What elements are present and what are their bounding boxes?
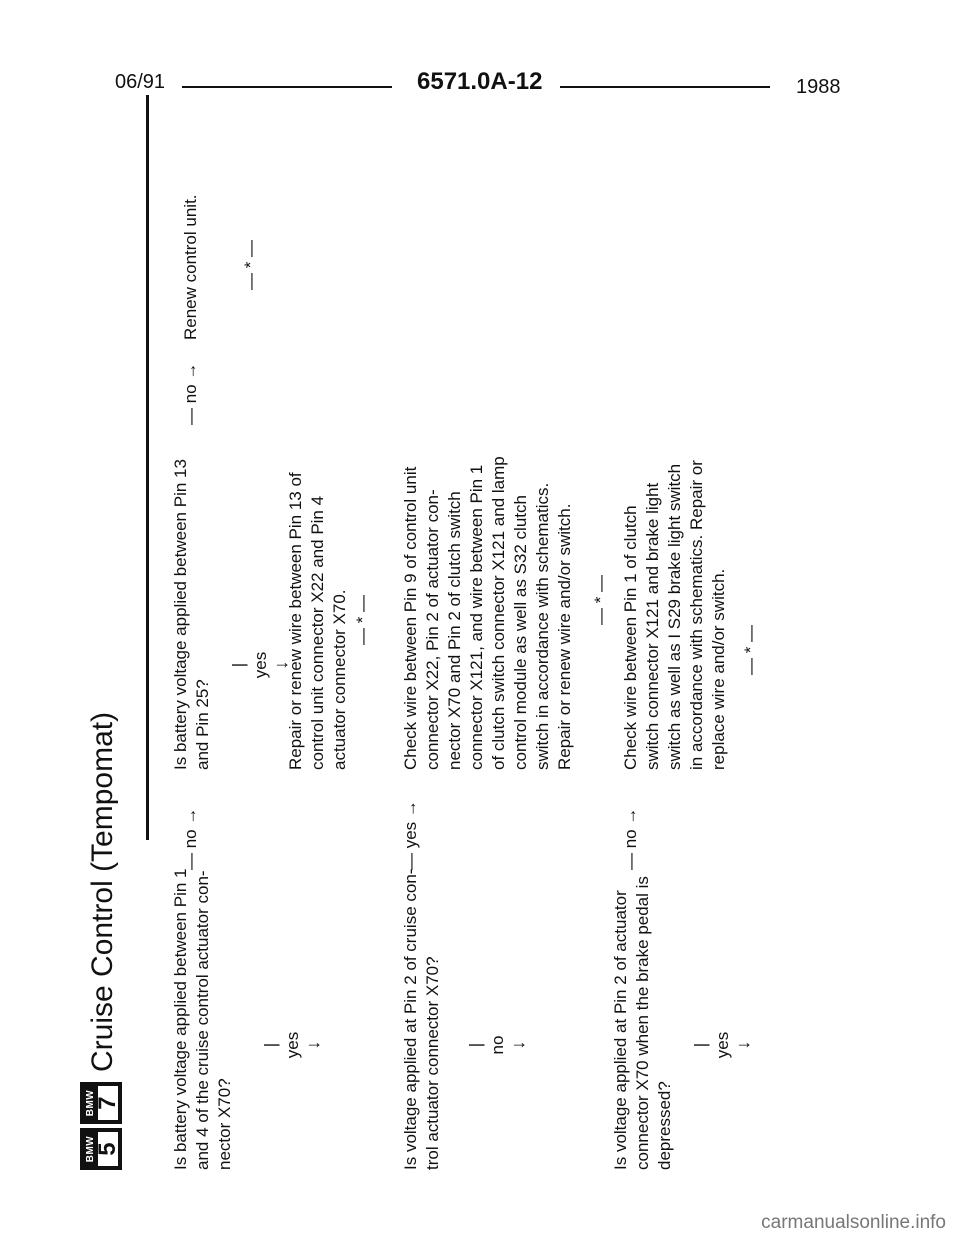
bmw-series-logo	[80, 1082, 122, 1170]
step-q3-question: Is voltage applied at Pin 2 of cruise con- trol actuator connector X70?	[401, 868, 442, 1170]
step-q2-yes-end: — * —	[353, 594, 372, 645]
bmw-5-logo: BMW 5	[80, 1128, 122, 1170]
bmw-7-logo: BMW 7	[80, 1082, 122, 1124]
step-q1-question: Is battery voltage applied between Pin 1 and 4 of the cruise control actuator con- nector X70?	[171, 868, 234, 1170]
step-q1-no-arrow: — no →	[181, 807, 200, 870]
step-q3-yes-end: — * —	[591, 574, 610, 625]
step-q1-yes-connector: | yes ↓	[261, 1031, 323, 1059]
step-q3-yes-action: Check wire between Pin 9 of control unit connector X22, Pin 2 of actuator con- nector X70 and Pin 2 of clutch switch connector X121, and wire between Pin 1 of clutch switch connector X121 and lamp control module as well as S32 clutch switch in accordance with schematics. Repair or renew wire and/or switch.	[401, 456, 574, 770]
step-q2-yes-action: Repair or renew wire between Pin 13 of control unit connector X22 and Pin 4 actuator connector X70.	[286, 472, 349, 770]
step-q3-no-connector: | no ↓	[466, 1035, 528, 1055]
step-q2-no-arrow: — no →	[181, 362, 200, 425]
step-q3-yes-arrow: — yes →	[401, 800, 420, 870]
step-q2-no-end: — * —	[241, 239, 260, 290]
header-page-code: 6571.0A-12	[417, 68, 543, 95]
section-title: Cruise Control (Tempomat)	[86, 711, 119, 1072]
step-q2-question: Is battery voltage applied between Pin 13 and Pin 25?	[171, 459, 212, 770]
step-q2-no-action: Renew control unit.	[181, 194, 200, 340]
step-q2-yes-connector: | yes ↓	[229, 651, 291, 679]
header-year: 1988	[796, 76, 841, 98]
watermark-text: carmanualsonline.info	[761, 1212, 946, 1233]
rotated-page-body	[80, 80, 960, 1170]
step-q4-no-end: — * —	[741, 624, 760, 675]
header-date: 06/91	[115, 71, 166, 93]
step-q4-yes-connector: | yes ↓	[691, 1031, 753, 1059]
step-q4-no-action: Check wire between Pin 1 of clutch switch connector X121 and brake light switch as well as I S29 brake light switch in accordance with schematics. Repair or replace wire and/or switch.	[621, 460, 728, 770]
step-q4-no-arrow: — no →	[621, 807, 640, 870]
step-q4-question: Is voltage applied at Pin 2 of actuator connector X70 when the brake pedal is depressed?	[611, 876, 674, 1170]
